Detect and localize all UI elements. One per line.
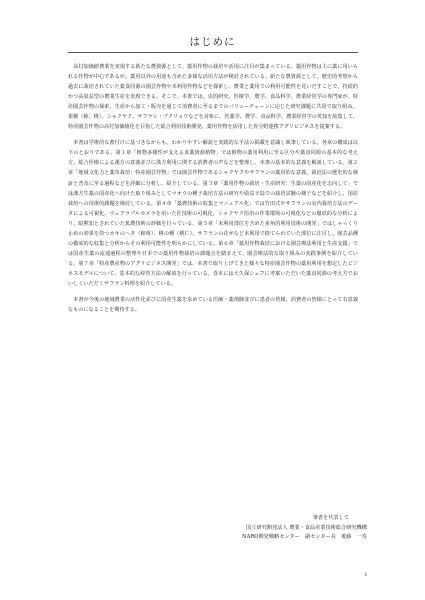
signature-affiliation: 国立研究開発法人 農業・食品産業技術総合研究機構 [246,524,367,531]
title-divider [68,52,358,53]
paragraph-2: 本書は学術的な蓄付けに基づきながらも、わかりやすい解説と実践的な手法の掲載を意識し執筆している。各章の構成は以下のとおりである。第１章「植物多様性が支える食薬資源植物」では植物の薬用利用に至る区分や薬食同源の基本的な考え方、総合医療による漢方の意義並びに漢方利用に関する消費者の声などを整理し、本書の基本的な意義を解説している。第２章「地域文化力と薬草栽培：特産園芸作物」では園芸作物であるシャクヤクやサフランの薬用的な意義、栽培法の歴史的な検証と普及に至る過程などを詳細に分析し、紹介している。第３章「薬用作物の栽培・生産研究：生薬の国産化を志向して」では漢方生薬の国産化へ向けた取り組みとしてマオウの種子栽培方法の研究や励益辛島での栽培試験の様子などを紹介し、国産栽培への技術的課題を検討している。第４章「薬農技術の収集とマニュアル化」では竹田式やサフランの室内栽培方法のデータによる可視化、ウェアラブルカメラを用いた匠技術の可視化、シャクヤク俗治の作業環境の可視化などの徹底的な分析により、暗黙知とされていた篤農技術の評価を行っている。第５章「未利用部位を含めた多角的利用技術の開発」ではしゃっくり止めの効果を持つカキのヘタ（柿蒂）、桃の種（桃仁）、サフランの花弁など未利用で捨てられていた部位に注目し、園芸品種の徹底的な収集と分析からその利用可能性を明らかにしている。第６章「薬用作物栽培における園芸療法利用と生産支援」では国産生薬の流通過程の整理や日本での薬用作物栽培の課題点を踏まえて、園芸療法的な取り組みの実践事例を紹介している。第７章「特産農産物のアグリビジネス開発」では、本書で取り上げてきた様々な特産園芸作物の薬用利用を想定したビジネスモデルについて、基本的な経営方法の解説を行っている。巻末には大久保シェフに考案いただいた薬食同源の考え方でおいしくいただくサフラン料理を紹介している。 [68,140,358,287]
signature-lead: 筆者を代表して [312,515,349,521]
paragraph-1: 高付加価値農業を実現する新たな農資源として、薬用作物の栽培や活用に注目が集まっている。薬用作物は主に薬に用いられる作物が中心であるが、薬用以外の用途も含めた多様な活用方法が検討されている。新たな農資源として、歴史的考察から過去に栽培されていた薬食同源の園芸作物や未利用作物などを探索し、農業と薬用での利用可能性を見いだすことで、持続的かつ高収益型の農業生産を実現できる。そこで、本書では、虫的研究、医療学、農学、食品科学、農業経営学の専門家が、特産園芸作物の探索、生産から加工・販売を通じて消費者に至るまでのバリューチェーンに応じた研究課題に共同で取り組み、果樹（柿、桃）、シャクヤク、サフラン・ブクリョウなどを対象に、医薬学、農学、食品科学、農業経営学の英知を結集して、特産園芸作物の高付加価値化を目指した総合利用技術開発、薬用作物を活用した異分野連携アグリビジネスを提案する。 [68,64,358,131]
body-text [68,62,358,321]
page-number: i [365,572,367,578]
signature-name: NARO開発戦略センター 副センター長 後藤 一寿 [242,534,367,540]
paragraph-3: 本書が今後の地域農業の活性化並びに国産生薬を求めている医師・薬剤師並びに患者の皆様、消費者の皆様にとって有意義なものになることを期待する。 [68,297,358,314]
signature-block [107,514,367,543]
page-title: はじめに [189,36,236,48]
